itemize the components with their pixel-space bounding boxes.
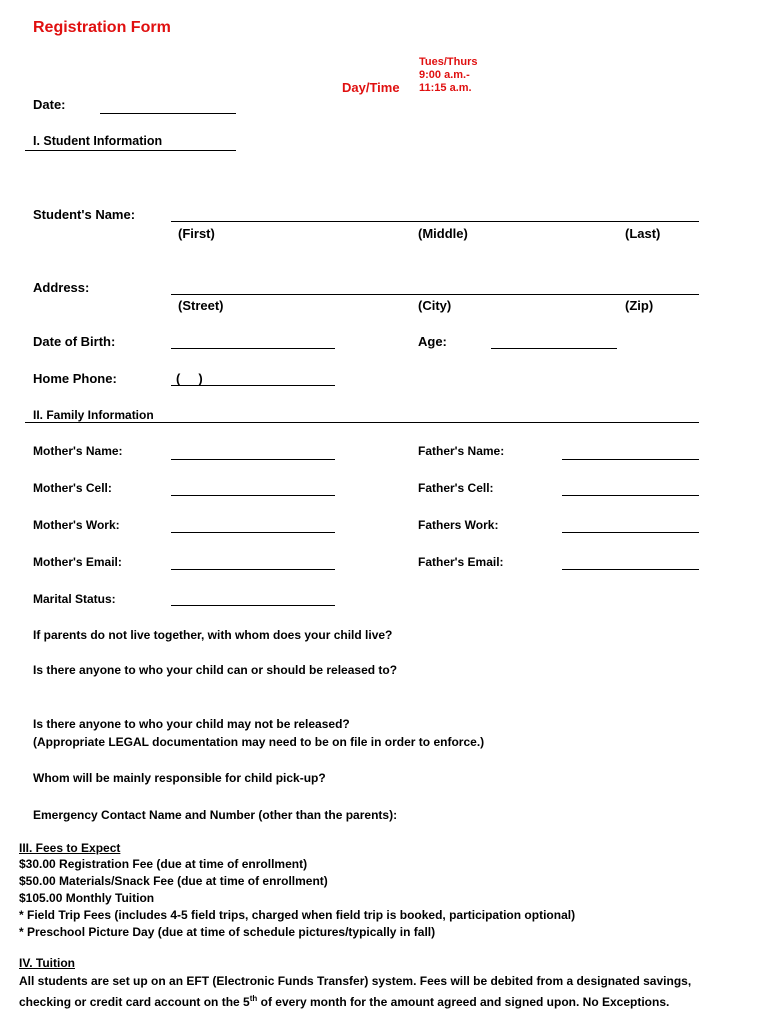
home-phone-field[interactable] (171, 385, 335, 386)
fee-item: * Field Trip Fees (includes 4-5 field trips, charged when field trip is booked, participation optional) (19, 908, 576, 922)
fee-item: $105.00 Monthly Tuition (19, 891, 155, 905)
father-work-field[interactable] (562, 532, 699, 533)
tuition-text (19, 973, 691, 1011)
marital-status-label: Marital Status: (33, 592, 116, 606)
middle-name-caption: (Middle) (418, 226, 468, 241)
schedule-times (419, 56, 477, 95)
date-field[interactable] (100, 113, 236, 114)
mother-cell-label: Mother's Cell: (33, 481, 112, 495)
legal-documentation-note: (Appropriate LEGAL documentation may need to be on file in order to enforce.) (33, 735, 485, 749)
address-field[interactable] (171, 294, 699, 295)
city-caption: (City) (418, 298, 452, 313)
father-name-label: Father's Name: (418, 444, 505, 458)
question-emergency-contact: Emergency Contact Name and Number (other than the parents): (33, 808, 398, 822)
tuition-line-2-pre: checking or credit card account on the 5 (19, 995, 250, 1009)
age-label: Age: (418, 334, 447, 349)
fee-item: $50.00 Materials/Snack Fee (due at time of enrollment) (19, 874, 328, 888)
day-time-label: Day/Time (342, 80, 400, 95)
section-4-heading: IV. Tuition (19, 956, 75, 970)
mother-name-field[interactable] (171, 459, 335, 460)
mother-cell-field[interactable] (171, 495, 335, 496)
father-work-label: Fathers Work: (418, 518, 499, 532)
dob-field[interactable] (171, 348, 335, 349)
street-caption: (Street) (178, 298, 224, 313)
last-name-caption: (Last) (625, 226, 661, 241)
ordinal-suffix: th (249, 994, 258, 1003)
mother-work-field[interactable] (171, 532, 335, 533)
father-cell-field[interactable] (562, 495, 699, 496)
section-1-heading: I. Student Information (33, 134, 163, 148)
age-field[interactable] (491, 348, 617, 349)
section-3-heading: III. Fees to Expect (19, 841, 121, 855)
question-live-with: If parents do not live together, with whom does your child live? (33, 628, 393, 642)
section-1-underline (25, 150, 236, 151)
father-email-field[interactable] (562, 569, 699, 570)
section-2-underline (25, 422, 699, 423)
first-name-caption: (First) (178, 226, 215, 241)
schedule-start: 9:00 a.m.- (419, 69, 470, 81)
fee-item: $30.00 Registration Fee (due at time of enrollment) (19, 857, 308, 871)
tuition-line-2 (19, 990, 691, 1011)
section-2-heading: II. Family Information (33, 408, 154, 422)
schedule-days: Tues/Thurs (419, 56, 478, 68)
marital-status-field[interactable] (171, 605, 335, 606)
zip-caption: (Zip) (625, 298, 654, 313)
mother-email-label: Mother's Email: (33, 555, 122, 569)
student-name-label: Student's Name: (33, 207, 136, 222)
fees-list (19, 856, 575, 941)
father-email-label: Father's Email: (418, 555, 504, 569)
question-not-released: Is there anyone to who your child may not be released? (33, 717, 350, 731)
mother-work-label: Mother's Work: (33, 518, 120, 532)
mother-name-label: Mother's Name: (33, 444, 123, 458)
date-label: Date: (33, 97, 66, 112)
address-label: Address: (33, 280, 90, 295)
tuition-line-1: All students are set up on an EFT (Electronic Funds Transfer) system. Fees will be debited from a designated savings, (19, 974, 692, 988)
phone-area-code: ( ) (176, 371, 203, 386)
mother-email-field[interactable] (171, 569, 335, 570)
fee-item: * Preschool Picture Day (due at time of schedule pictures/typically in fall) (19, 925, 436, 939)
question-released-to: Is there anyone to who your child can or should be released to? (33, 663, 398, 677)
schedule-end: 11:15 a.m. (419, 82, 472, 94)
dob-label: Date of Birth: (33, 334, 116, 349)
question-pickup: Whom will be mainly responsible for child pick-up? (33, 771, 326, 785)
home-phone-label: Home Phone: (33, 371, 117, 386)
student-name-field[interactable] (171, 221, 699, 222)
father-cell-label: Father's Cell: (418, 481, 494, 495)
form-title: Registration Form (33, 19, 171, 36)
father-name-field[interactable] (562, 459, 699, 460)
tuition-line-2-post: of every month for the amount agreed and signed upon. No Exceptions. (257, 995, 670, 1009)
